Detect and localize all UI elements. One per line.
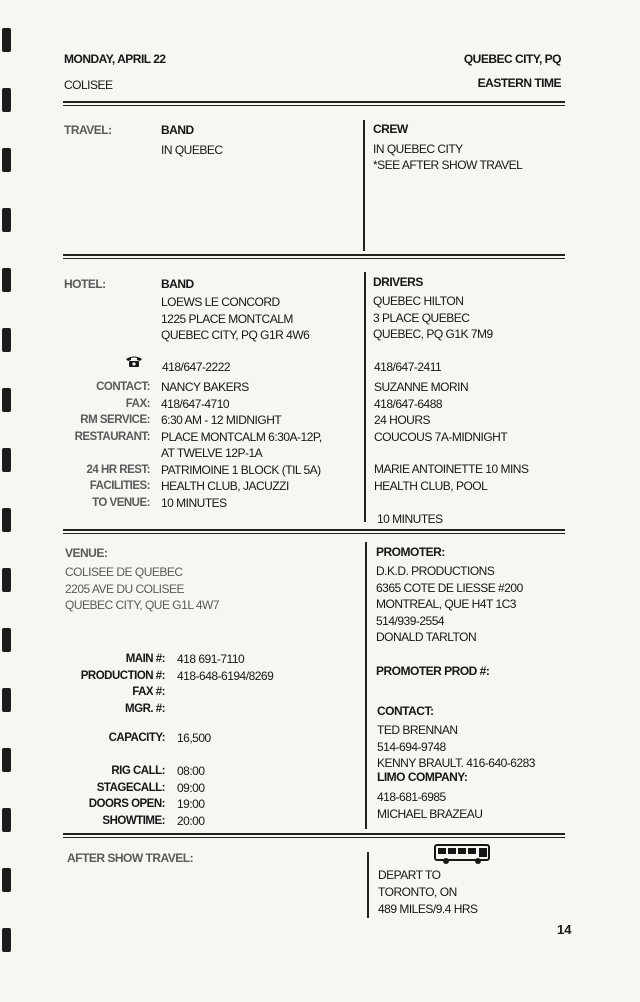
travel-band-title: BAND [161,123,194,137]
divider [63,833,565,838]
drivers-to-venue: 10 MINUTES [377,512,443,526]
hotel-band-title: BAND [161,277,194,291]
promoter-prod-title: PROMOTER PROD #: [376,664,490,678]
drivers-title: DRIVERS [373,275,423,289]
drivers-extras: MARIE ANTOINETTE 10 MINS HEALTH CLUB, POOL [374,462,529,493]
after-show-label: AFTER SHOW TRAVEL: [67,851,194,865]
header-date: MONDAY, APRIL 22 [64,52,166,66]
venue-capacity-label: CAPACITY: [108,732,165,744]
telephone-icon [125,355,143,368]
limo-title: LIMO COMPANY: [377,770,468,784]
bus-icon [434,843,492,865]
travel-crew-text: IN QUEBEC CITY *SEE AFTER SHOW TRAVEL [373,142,523,172]
limo-details: 418-681-6985 MICHAEL BRAZEAU [377,790,483,821]
spiral-binding [0,0,14,1002]
column-divider [363,120,365,251]
travel-crew-title: CREW [373,122,408,136]
header-city: QUEBEC CITY, PQ [463,52,561,66]
header-timezone: EASTERN TIME [477,76,561,90]
venue-phone-values: 418 691-7110 418-648-6194/8269 [177,652,274,683]
column-divider [367,852,369,918]
hotel-field-values: NANCY BAKERS 418/647-4710 6:30 AM - 12 MIDNIGHT PLACE MONTCALM 6:30A-12P, AT TWELVE 12P-1A PATRIMOINE 1 BLOCK (TIL 5A) HEALTH CLUB, JACUZZI 10 MINUTES [161,380,322,510]
promoter-details: D.K.D. PRODUCTIONS 6365 COTE DE LIESSE #200 MONTREAL, QUE H4T 1C3 514/939-2554 DONALD TARLTON [376,564,523,644]
hotel-phone: 418/647-2222 [162,360,231,374]
divider [63,101,565,106]
drivers-details: SUZANNE MORIN 418/647-6488 24 HOURS COUCOUS 7A-MIDNIGHT [374,380,508,444]
hotel-field-labels: CONTACT: FAX: RM SERVICE: RESTAURANT: 24 HR REST: FACILITIES: TO VENUE: [74,381,150,509]
promoter-title: PROMOTER: [376,545,445,559]
column-divider [364,272,366,522]
column-divider [365,542,367,829]
divider [63,254,565,259]
header-venue: COLISEE [64,78,113,92]
travel-band-text: IN QUEBEC [161,143,223,157]
divider [63,529,565,534]
venue-address: COLISEE DE QUEBEC 2205 AVE DU COLISEE QUEBEC CITY, QUE G1L 4W7 [65,565,220,612]
venue-capacity: 16,500 [177,731,211,745]
travel-label: TRAVEL: [64,123,112,137]
contact-details: TED BRENNAN 514-694-9748 KENNY BRAULT. 416-640-6283 [377,723,535,770]
page-number: 14 [557,922,572,937]
venue-time-labels: RIG CALL: STAGECALL: DOORS OPEN: SHOWTIME: [88,765,165,827]
drivers-address: QUEBEC HILTON 3 PLACE QUEBEC QUEBEC, PQ G1K 7M9 [373,294,493,341]
drivers-phone: 418/647-2411 [374,360,442,374]
venue-time-values: 08:00 09:00 19:00 20:00 [177,764,205,828]
after-show-details: DEPART TO TORONTO, ON 489 MILES/9.4 HRS [378,868,478,916]
venue-label: VENUE: [65,546,108,560]
hotel-label: HOTEL: [64,277,106,291]
hotel-address: LOEWS LE CONCORD 1225 PLACE MONTCALM QUEBEC CITY, PQ G1R 4W6 [161,295,310,342]
venue-phone-labels: MAIN #: PRODUCTION #: FAX #: MGR. #: [80,653,165,715]
contact-title: CONTACT: [377,704,434,718]
